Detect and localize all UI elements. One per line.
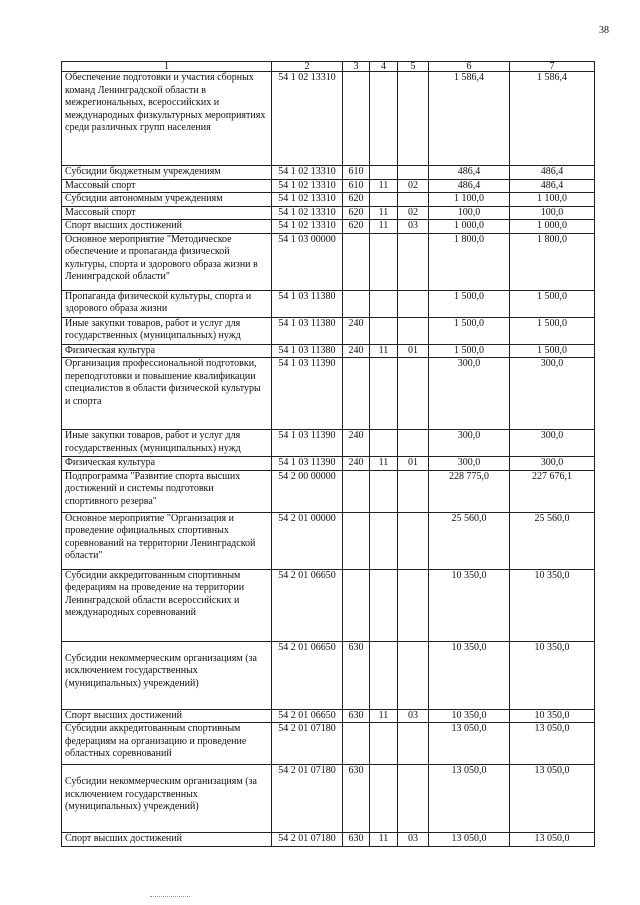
cell-pr [398, 317, 429, 344]
cell-rz [370, 512, 398, 569]
cell-sum2: 1 800,0 [510, 233, 595, 290]
table-row [62, 470, 595, 512]
cell-rz: 11 [370, 179, 398, 193]
table-row [62, 512, 595, 569]
cell-rz [370, 723, 398, 765]
cell-pr: 01 [398, 344, 429, 358]
table-row [62, 166, 595, 180]
cell-sum1: 13 050,0 [429, 833, 510, 847]
cell-sum2: 300,0 [510, 358, 595, 430]
table-row [62, 709, 595, 723]
cell-sum1: 1 500,0 [429, 290, 510, 317]
cell-rz: 11 [370, 206, 398, 220]
cell-vr [343, 512, 370, 569]
cell-pr [398, 290, 429, 317]
scan-artifact [150, 896, 190, 898]
cell-code: 54 1 03 11380 [272, 290, 343, 317]
cell-vr [343, 723, 370, 765]
cell-code: 54 1 03 11390 [272, 430, 343, 457]
cell-code: 54 1 03 11380 [272, 317, 343, 344]
cell-sum2: 10 350,0 [510, 709, 595, 723]
cell-code: 54 1 02 13310 [272, 193, 343, 207]
cell-sum1: 1 586,4 [429, 72, 510, 166]
cell-sum2: 100,0 [510, 206, 595, 220]
cell-code: 54 2 00 00000 [272, 470, 343, 512]
cell-sum1: 1 500,0 [429, 344, 510, 358]
cell-sum1: 10 350,0 [429, 709, 510, 723]
cell-rz: 11 [370, 220, 398, 234]
cell-pr [398, 193, 429, 207]
cell-sum1: 300,0 [429, 430, 510, 457]
cell-sum1: 300,0 [429, 457, 510, 471]
cell-pr: 02 [398, 179, 429, 193]
cell-vr: 240 [343, 430, 370, 457]
cell-pr [398, 765, 429, 833]
table-row [62, 723, 595, 765]
cell-pr [398, 569, 429, 641]
cell-code: 54 1 03 11390 [272, 358, 343, 430]
cell-vr [343, 569, 370, 641]
cell-code: 54 1 02 13310 [272, 206, 343, 220]
cell-pr [398, 723, 429, 765]
cell-sum1: 486,4 [429, 179, 510, 193]
table-row [62, 833, 595, 847]
cell-sum2: 13 050,0 [510, 833, 595, 847]
cell-vr [343, 470, 370, 512]
cell-pr [398, 641, 429, 709]
cell-sum2: 1 500,0 [510, 290, 595, 317]
cell-vr: 240 [343, 457, 370, 471]
cell-sum2: 10 350,0 [510, 569, 595, 641]
header-cell-pr: 5 [398, 62, 429, 72]
table-row [62, 457, 595, 471]
cell-code: 54 2 01 06650 [272, 709, 343, 723]
cell-name: Иные закупки товаров, работ и услуг для государственных (муниципальных) нужд [62, 430, 272, 457]
cell-pr: 03 [398, 833, 429, 847]
cell-name: Спорт высших достижений [62, 833, 272, 847]
cell-name: Массовый спорт [62, 179, 272, 193]
cell-sum1: 100,0 [429, 206, 510, 220]
cell-vr: 630 [343, 833, 370, 847]
cell-name: Обеспечение подготовки и участия сборных команд Ленинградской области в межрегиональных, всероссийских и международных физкультурных мероприятиях среди различных групп населения [62, 72, 272, 166]
cell-code: 54 2 01 00000 [272, 512, 343, 569]
table-row [62, 220, 595, 234]
cell-name: Субсидии некоммерческим организациям (за исключением государственных (муниципальных) учреждений) [62, 765, 272, 833]
cell-code: 54 2 01 06650 [272, 569, 343, 641]
cell-rz: 11 [370, 833, 398, 847]
cell-vr: 240 [343, 344, 370, 358]
cell-pr: 03 [398, 220, 429, 234]
cell-rz [370, 166, 398, 180]
cell-code: 54 1 02 13310 [272, 72, 343, 166]
cell-vr [343, 290, 370, 317]
cell-name: Спорт высших достижений [62, 220, 272, 234]
table-row [62, 179, 595, 193]
table-row [62, 206, 595, 220]
cell-sum2: 13 050,0 [510, 765, 595, 833]
cell-code: 54 1 02 13310 [272, 166, 343, 180]
cell-name: Подпрограмма "Развитие спорта высших достижений и системы подготовки спортивного резерва" [62, 470, 272, 512]
cell-vr [343, 72, 370, 166]
cell-vr: 610 [343, 166, 370, 180]
cell-name: Физическая культура [62, 344, 272, 358]
cell-vr: 630 [343, 709, 370, 723]
cell-sum2: 10 350,0 [510, 641, 595, 709]
cell-code: 54 1 03 00000 [272, 233, 343, 290]
cell-sum1: 10 350,0 [429, 641, 510, 709]
header-row [62, 62, 595, 72]
cell-rz [370, 765, 398, 833]
cell-vr: 620 [343, 193, 370, 207]
cell-rz: 11 [370, 344, 398, 358]
cell-code: 54 1 02 13310 [272, 179, 343, 193]
header-cell-rz: 4 [370, 62, 398, 72]
cell-sum1: 300,0 [429, 358, 510, 430]
cell-sum2: 25 560,0 [510, 512, 595, 569]
cell-rz: 11 [370, 709, 398, 723]
header-cell-code: 2 [272, 62, 343, 72]
cell-rz [370, 430, 398, 457]
cell-pr: 01 [398, 457, 429, 471]
cell-name: Субсидии аккредитованным спортивным федерациям на организацию и проведение областных соревнований [62, 723, 272, 765]
cell-sum2: 300,0 [510, 457, 595, 471]
table-row [62, 641, 595, 709]
cell-name: Пропаганда физической культуры, спорта и здорового образа жизни [62, 290, 272, 317]
table-row [62, 317, 595, 344]
cell-vr: 240 [343, 317, 370, 344]
table-row [62, 358, 595, 430]
cell-sum1: 13 050,0 [429, 765, 510, 833]
cell-sum2: 13 050,0 [510, 723, 595, 765]
cell-sum2: 1 500,0 [510, 317, 595, 344]
table-row [62, 193, 595, 207]
table-row [62, 72, 595, 166]
cell-rz [370, 358, 398, 430]
table-row [62, 290, 595, 317]
cell-sum1: 25 560,0 [429, 512, 510, 569]
header-cell-name: 1 [62, 62, 272, 72]
cell-vr: 620 [343, 220, 370, 234]
cell-rz: 11 [370, 457, 398, 471]
cell-rz [370, 290, 398, 317]
cell-sum1: 1 500,0 [429, 317, 510, 344]
table-row [62, 765, 595, 833]
cell-vr [343, 358, 370, 430]
cell-code: 54 2 01 06650 [272, 641, 343, 709]
cell-name: Спорт высших достижений [62, 709, 272, 723]
cell-pr [398, 430, 429, 457]
cell-sum2: 300,0 [510, 430, 595, 457]
cell-sum2: 486,4 [510, 179, 595, 193]
cell-pr [398, 512, 429, 569]
cell-name: Субсидии автономным учреждениям [62, 193, 272, 207]
cell-rz [370, 193, 398, 207]
cell-rz [370, 233, 398, 290]
cell-sum1: 228 775,0 [429, 470, 510, 512]
cell-name: Организация профессиональной подготовки, переподготовки и повышение квалификации специалистов в области физической культуры и спорта [62, 358, 272, 430]
cell-pr: 02 [398, 206, 429, 220]
cell-pr [398, 72, 429, 166]
cell-pr: 03 [398, 709, 429, 723]
cell-pr [398, 358, 429, 430]
cell-sum2: 1 586,4 [510, 72, 595, 166]
cell-pr [398, 470, 429, 512]
cell-pr [398, 233, 429, 290]
table-row [62, 430, 595, 457]
cell-code: 54 2 01 07180 [272, 723, 343, 765]
page-number: 38 [599, 25, 609, 36]
cell-sum1: 1 100,0 [429, 193, 510, 207]
cell-vr [343, 233, 370, 290]
cell-sum2: 227 676,1 [510, 470, 595, 512]
cell-sum2: 1 500,0 [510, 344, 595, 358]
cell-name: Физическая культура [62, 457, 272, 471]
cell-name: Субсидии некоммерческим организациям (за исключением государственных (муниципальных) учреждений) [62, 641, 272, 709]
cell-sum2: 486,4 [510, 166, 595, 180]
cell-vr: 630 [343, 641, 370, 709]
cell-rz [370, 641, 398, 709]
cell-sum2: 1 100,0 [510, 193, 595, 207]
cell-pr [398, 166, 429, 180]
cell-code: 54 2 01 07180 [272, 833, 343, 847]
cell-sum1: 10 350,0 [429, 569, 510, 641]
cell-sum1: 1 800,0 [429, 233, 510, 290]
table-row [62, 569, 595, 641]
budget-table [61, 61, 595, 847]
header-cell-vr: 3 [343, 62, 370, 72]
table-row [62, 344, 595, 358]
cell-rz [370, 569, 398, 641]
cell-name: Основное мероприятие "Методическое обеспечение и пропаганда физической культуры, спорта и здорового образа жизни в Ленинградской области" [62, 233, 272, 290]
cell-code: 54 1 03 11390 [272, 457, 343, 471]
header-cell-sum2: 7 [510, 62, 595, 72]
cell-name: Основное мероприятие "Организация и проведение официальных спортивных соревнований на территории Ленинградской области" [62, 512, 272, 569]
table-row [62, 233, 595, 290]
cell-name: Массовый спорт [62, 206, 272, 220]
cell-name: Субсидии бюджетным учреждениям [62, 166, 272, 180]
cell-rz [370, 470, 398, 512]
cell-sum1: 13 050,0 [429, 723, 510, 765]
cell-name: Субсидии аккредитованным спортивным федерациям на проведение на территории Ленинградской области всероссийских и международных соревнований [62, 569, 272, 641]
cell-code: 54 1 03 11380 [272, 344, 343, 358]
cell-vr: 620 [343, 206, 370, 220]
header-cell-sum1: 6 [429, 62, 510, 72]
cell-code: 54 2 01 07180 [272, 765, 343, 833]
cell-sum1: 486,4 [429, 166, 510, 180]
cell-rz [370, 317, 398, 344]
cell-sum2: 1 000,0 [510, 220, 595, 234]
cell-vr: 610 [343, 179, 370, 193]
cell-code: 54 1 02 13310 [272, 220, 343, 234]
cell-vr: 630 [343, 765, 370, 833]
cell-rz [370, 72, 398, 166]
table-body [62, 62, 595, 847]
cell-sum1: 1 000,0 [429, 220, 510, 234]
cell-name: Иные закупки товаров, работ и услуг для государственных (муниципальных) нужд [62, 317, 272, 344]
